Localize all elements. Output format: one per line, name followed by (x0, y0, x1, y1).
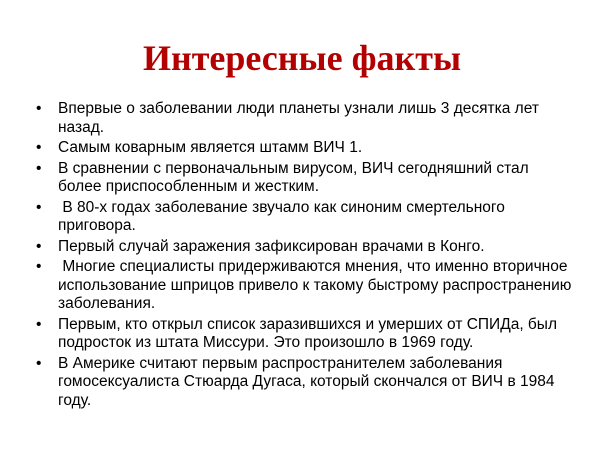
bullet-icon: • (36, 315, 42, 333)
list-item-text: Первый случай заражения зафиксирован врачами в Конго. (58, 237, 485, 255)
list-item-text: Впервые о заболевании люди планеты узнали лишь 3 десятка лет назад. (58, 100, 544, 136)
bullet-icon: • (36, 159, 42, 177)
slide-title: Интересные факты (142, 38, 462, 78)
bullet-icon: • (36, 139, 42, 156)
bullet-icon: • (36, 198, 42, 216)
bullet-icon: • (36, 258, 42, 275)
bullet-icon: • (36, 100, 42, 117)
list-item (36, 238, 576, 257)
list-item (36, 199, 576, 236)
list-item-text: В сравнении с первоначальным вирусом, ВИЧ сегодняшний стал более приспособленным и жестким. (58, 159, 533, 195)
list-item-text: Первым, кто открыл список заразившихся и умерших от СПИДа, был подросток из штата Миссури. Это произошло в 1969 году. (58, 315, 562, 351)
list-item-text: Многие специалисты придерживаются мнения, что именно вторичное использование шприцов привело к такому быстрому распространению заболевания. (58, 258, 576, 312)
list-item-text: В Америке считают первым распространителем заболевания гомосексуалиста Стюарда Дугаса, который скончался от ВИЧ в 1984 году. (58, 354, 559, 409)
list-item-text: В 80-х годах заболевание звучало как синоним смертельного приговора. (58, 198, 510, 234)
fact-list (36, 100, 576, 412)
list-item (36, 258, 576, 314)
list-item (36, 160, 576, 197)
list-item (36, 316, 576, 353)
list-item (36, 139, 576, 158)
bullet-icon: • (36, 354, 42, 372)
list-item (36, 100, 576, 137)
list-item-text: Самым коварным является штамм ВИЧ 1. (58, 139, 363, 156)
list-item (36, 355, 576, 411)
bullet-icon: • (36, 237, 42, 255)
